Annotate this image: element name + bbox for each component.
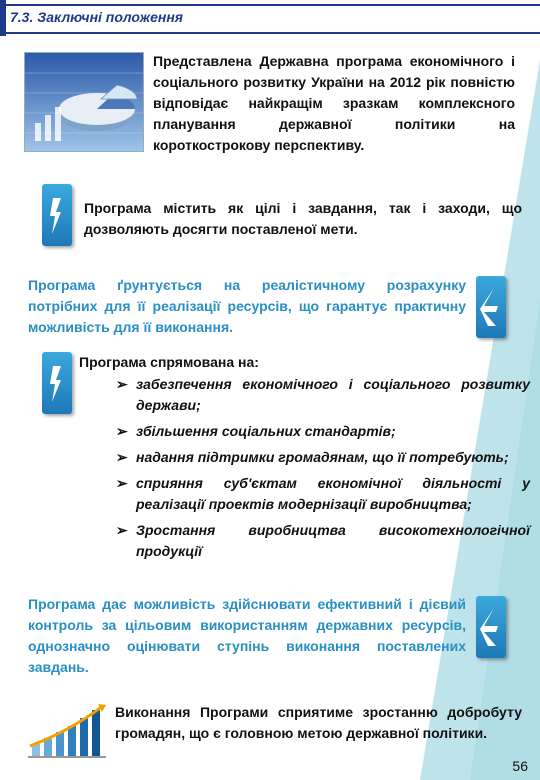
page-title: 7.3. Заключні положення — [10, 9, 184, 25]
list-item: ➢ збільшення соціальних стандартів; — [112, 421, 530, 442]
page-number: 56 — [512, 758, 528, 774]
bullet-arrow-icon: ➢ — [116, 423, 128, 439]
section2-text: Програма містить як цілі і завдання, так і заходи, що дозволяють досягти поставленої мети. — [84, 200, 522, 237]
bar-chart-growth-photo — [26, 702, 108, 760]
bullet-arrow-icon: ➢ — [116, 376, 128, 392]
arrow-left-icon — [476, 276, 506, 338]
list-item: ➢ Зростання виробництва високотехнологічної продукції — [116, 522, 530, 559]
bullet-arrow-icon: ➢ — [116, 475, 128, 491]
section4-list — [112, 374, 530, 567]
section5-text: Програма дає можливість здійснювати ефективний і дієвий контроль за цільовим використанням державних ресурсів, однозначно оцінювати ступінь виконання поставлених завдань. — [28, 596, 466, 675]
section4-heading: Програма спрямована на: — [79, 354, 259, 370]
bullet-arrow-icon: ➢ — [116, 449, 128, 465]
section1-text: Представлена Державна програма економічного і соціального розвитку України на 2012 рік повністю відповідає найкращім зразкам комплексного планування державної політики на короткострокову перспективу. — [153, 53, 515, 153]
list-item: ➢ сприяння суб'єктам економічної діяльності у реалізації проектів модернізації виробництва; — [116, 475, 530, 512]
header-divider-bottom — [0, 32, 540, 34]
header-divider-top — [0, 4, 540, 6]
section6-text: Виконання Програми сприятиме зростанню добробуту громадян, що є головною метою державної політики. — [115, 704, 522, 741]
list-item: ➢ забезпечення економічного і соціального розвитку держави; — [116, 376, 530, 413]
bullet-arrow-icon: ➢ — [116, 522, 128, 538]
section3-text: Програма ґрунтується на реалістичному розрахунку потрібних для її реалізації ресурсів, що гарантує практичну можливість для її виконання. — [28, 277, 466, 335]
list-item: ➢ надання підтримки громадянам, що її потребують; — [112, 447, 530, 468]
arrow-right-icon — [42, 352, 72, 414]
pie-chart-photo — [24, 52, 144, 152]
arrow-left-icon — [476, 596, 506, 658]
arrow-right-icon — [42, 184, 72, 246]
